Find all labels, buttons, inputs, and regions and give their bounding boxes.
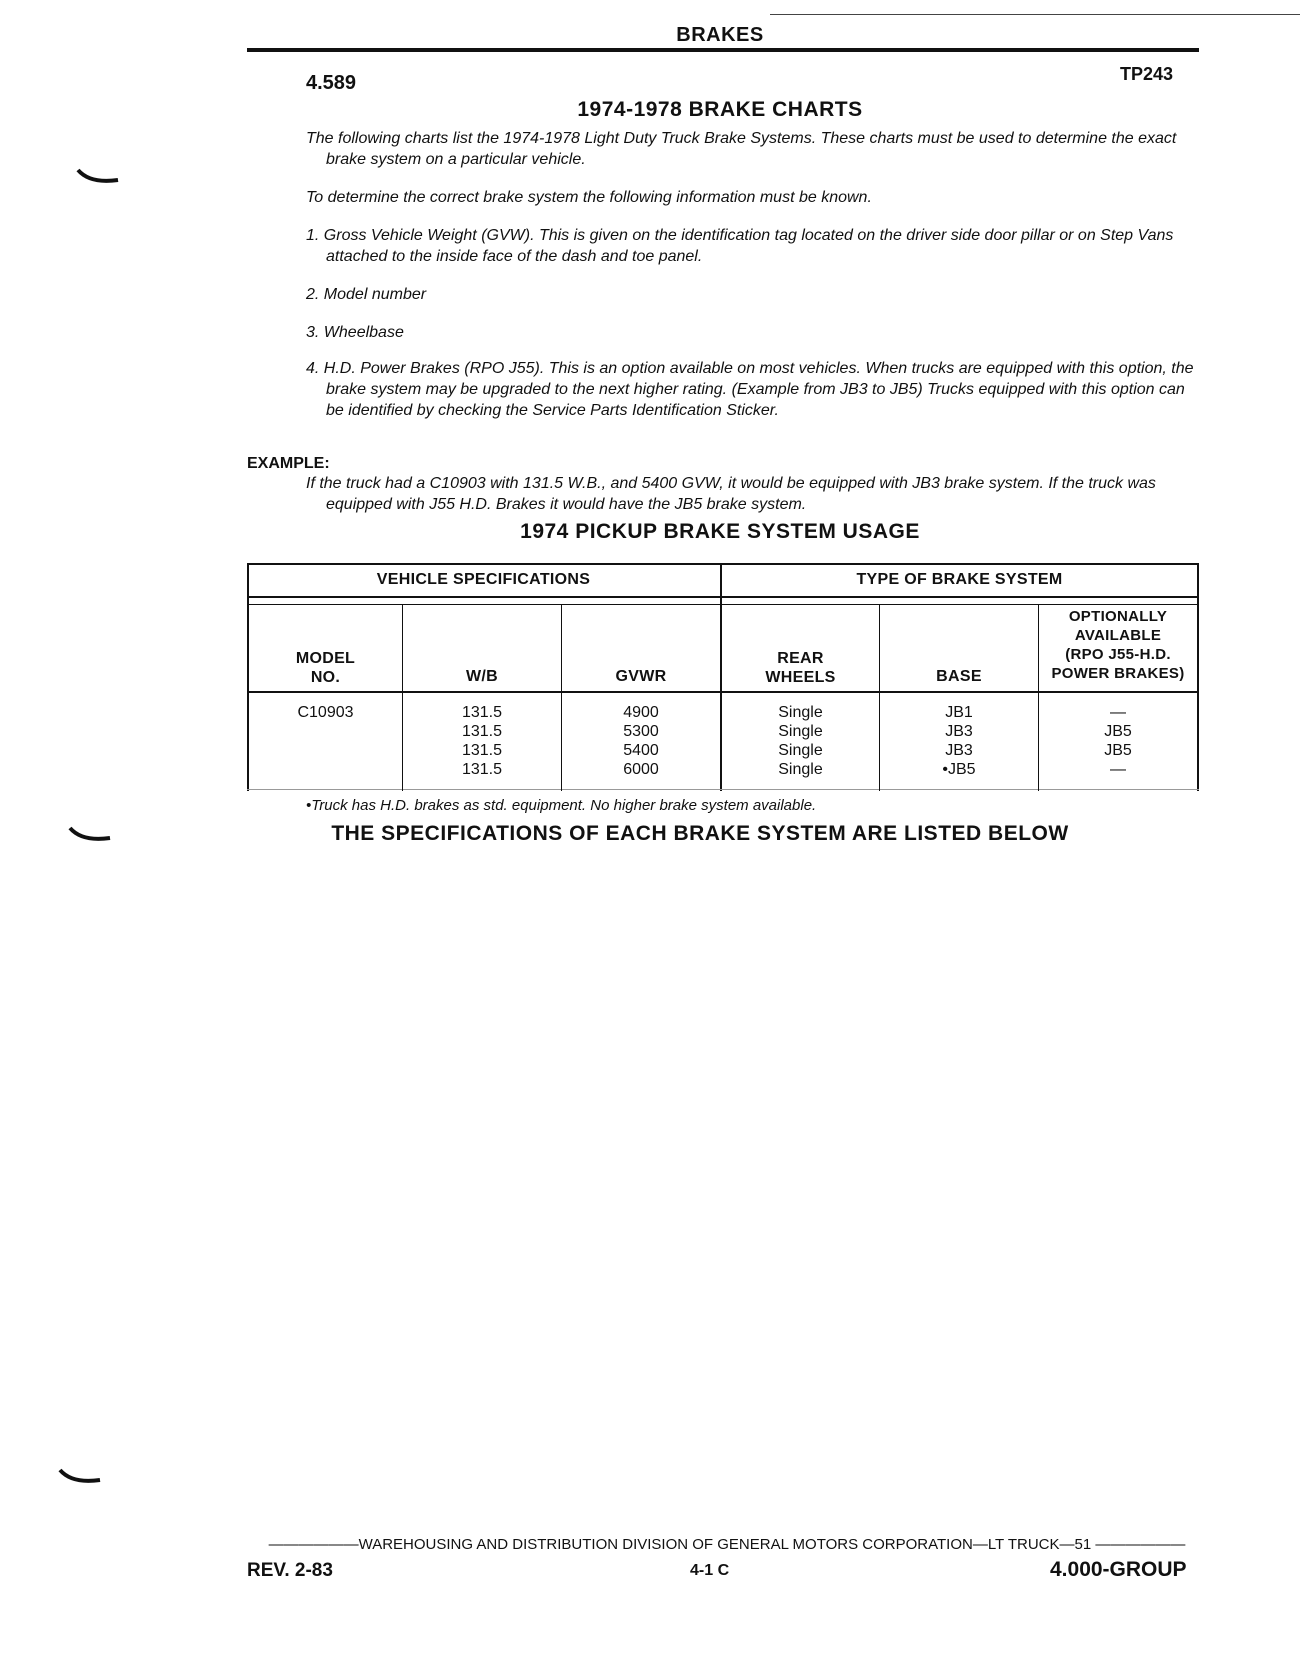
table-border-bottom — [247, 789, 1199, 790]
group-header-type-of-brake-system: TYPE OF BRAKE SYSTEM — [856, 571, 1063, 588]
list-item-wheelbase: 3. Wheelbase — [306, 324, 404, 341]
example-label: EXAMPLE: — [247, 455, 330, 472]
footer-corporation-line: ——————WAREHOUSING AND DISTRIBUTION DIVISION OF GENERAL MOTORS CORPORATION—LT TRUCK—51 —————— — [268, 1536, 1186, 1553]
list-item-model-number: 2. Model number — [306, 286, 427, 303]
cell-rear-wheels: Single Single Single Single — [778, 704, 823, 778]
document-code: TP243 — [1120, 64, 1174, 84]
table-group-rule — [247, 596, 1199, 598]
footer-revision: REV. 2-83 — [247, 1560, 333, 1581]
section-number: 4.589 — [306, 72, 357, 94]
cell-base: JB1 JB3 JB3 •JB5 — [942, 704, 976, 778]
table-border-top — [247, 563, 1199, 565]
header-rule — [247, 48, 1199, 52]
column-header-wb: W/B — [465, 668, 498, 685]
footer-page-number: 4-1 C — [690, 1562, 730, 1579]
table-group-rule-inner — [247, 604, 1199, 605]
binder-punch-mark — [58, 1468, 102, 1490]
cell-wheelbase: 131.5 131.5 131.5 131.5 — [461, 704, 503, 778]
intro-paragraph: The following charts list the 1974-1978 Light Duty Truck Brake Systems. These charts must be used to determine the exact brake system on a particular vehicle. — [306, 130, 1177, 168]
specifications-heading: THE SPECIFICATIONS OF EACH BRAKE SYSTEM ARE LISTED BELOW — [331, 822, 1069, 845]
cell-optional: — JB5 JB5 — — [1104, 704, 1132, 778]
binder-punch-mark — [76, 168, 120, 190]
example-text: If the truck had a C10903 with 131.5 W.B., and 5400 GVW, it would be equipped with JB3 brake system. If the truck was equipped with J55 H.D. Brakes it would have the JB5 brake system. — [306, 475, 1156, 513]
column-header-rear-wheels: REAR WHEELS — [765, 650, 836, 686]
cell-model: C10903 — [297, 704, 354, 721]
table-footnote: •Truck has H.D. brakes as std. equipment. No higher brake system available. — [306, 797, 817, 814]
list-item-gvw: 1. Gross Vehicle Weight (GVW). This is given on the identification tag located on the driver side door pillar or on Step Vans attached to the inside face of the dash and toe panel. — [306, 227, 1174, 265]
column-header-gvwr: GVWR — [615, 668, 667, 685]
column-header-model-no: MODEL NO. — [295, 650, 356, 686]
list-item-power-brakes: 4. H.D. Power Brakes (RPO J55). This is an option available on most vehicles. When trucks are equipped with this option, the brake system may be upgraded to the next higher rating. (Example from JB3 to JB5) Trucks equipped with this option can be identified by checking the Service Parts Identification Sticker. — [306, 360, 1194, 419]
determine-paragraph: To determine the correct brake system the following information must be known. — [306, 189, 872, 206]
group-header-vehicle-specifications: VEHICLE SPECIFICATIONS — [376, 571, 591, 588]
column-header-optionally-available: OPTIONALLY AVAILABLE (RPO J55-H.D. POWER BRAKES) — [1051, 608, 1185, 682]
table-title: 1974 PICKUP BRAKE SYSTEM USAGE — [520, 520, 920, 543]
column-header-base: BASE — [936, 668, 982, 685]
charts-title: 1974-1978 BRAKE CHARTS — [577, 98, 863, 121]
cell-gvwr: 4900 5300 5400 6000 — [623, 704, 659, 778]
footer-group: 4.000-GROUP — [1050, 1558, 1187, 1581]
brake-usage-table — [247, 563, 1199, 791]
page-header-title: BRAKES — [676, 24, 764, 46]
top-scan-rule — [770, 14, 1300, 15]
table-header-rule — [247, 691, 1199, 693]
